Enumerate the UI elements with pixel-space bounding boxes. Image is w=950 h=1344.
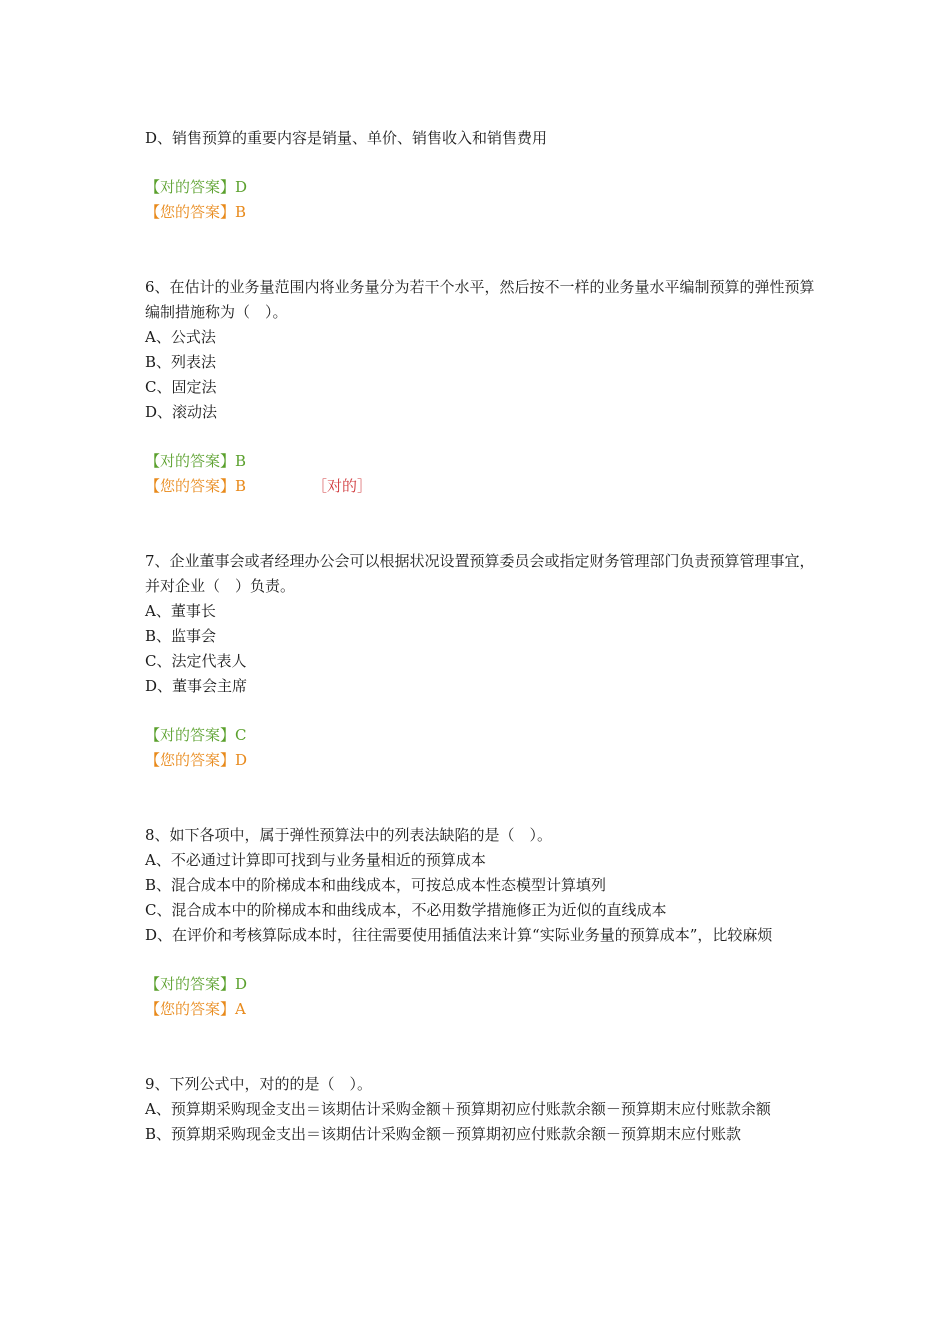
option-d: D、董事会主席 [145, 677, 248, 695]
question-stem: 7、企业董事会或者经理办公会可以根据状况设置预算委员会或指定财务管理部门负责预算管理事宜，并对企业（ ）负责。 [145, 552, 815, 595]
your-answer-value: A [235, 1000, 246, 1018]
document-page [145, 126, 825, 1147]
your-answer-label: 【您的答案】 [145, 477, 236, 495]
your-answer-label: 【您的答案】 [145, 203, 236, 221]
correct-answer [145, 449, 825, 474]
your-answer-value: B [235, 203, 247, 221]
question-stem: 6、在估计的业务量范围内将业务量分为若干个水平，然后按不一样的业务量水平编制预算的弹性预算编制措施称为（ ）。 [145, 278, 815, 321]
option-a: A、董事长 [145, 602, 216, 620]
option-b: B、列表法 [145, 353, 217, 371]
your-answer [145, 748, 825, 773]
option-d: D、销售预算的重要内容是销量、单价、销售收入和销售费用 [145, 129, 548, 147]
your-answer-label: 【您的答案】 [145, 751, 236, 769]
option-c: C、法定代表人 [145, 652, 247, 670]
your-answer [145, 474, 825, 499]
option-d: D、滚动法 [145, 403, 218, 421]
your-answer [145, 997, 825, 1022]
option-b: B、监事会 [145, 627, 217, 645]
question-8 [145, 823, 825, 1022]
option-d: D、在评价和考核算际成本时，往往需要使用插值法来计算“实际业务量的预算成本”，比较麻烦 [145, 926, 773, 944]
your-answer-label: 【您的答案】 [145, 1000, 236, 1018]
your-answer-value: B [235, 477, 247, 495]
correct-answer [145, 723, 825, 748]
correct-answer-value: D [235, 975, 248, 993]
option-b: B、混合成本中的阶梯成本和曲线成本，可按总成本性态模型计算填列 [145, 876, 607, 894]
question-stem: 9、下列公式中，对的的是（ ）。 [145, 1075, 373, 1093]
correct-answer-label: 【对的答案】 [145, 975, 236, 993]
correct-answer-value: D [235, 178, 248, 196]
correct-answer-label: 【对的答案】 [145, 726, 236, 744]
your-answer [145, 200, 825, 225]
option-c: C、固定法 [145, 378, 217, 396]
your-answer-value: D [235, 751, 248, 769]
option-c: C、混合成本中的阶梯成本和曲线成本，不必用数学措施修正为近似的直线成本 [145, 901, 667, 919]
question-7 [145, 549, 825, 773]
previous-question [145, 126, 825, 225]
correct-answer-label: 【对的答案】 [145, 178, 236, 196]
correct-answer [145, 175, 825, 200]
question-6 [145, 275, 825, 499]
option-a: A、不必通过计算即可找到与业务量相近的预算成本 [145, 851, 486, 869]
correct-answer-value: C [235, 726, 247, 744]
question-stem: 8、如下各项中，属于弹性预算法中的列表法缺陷的是（ ）。 [145, 826, 553, 844]
option-a: A、公式法 [145, 328, 216, 346]
question-9 [145, 1072, 825, 1147]
correct-answer [145, 972, 825, 997]
option-a: A、预算期采购现金支出＝该期估计采购金额＋预算期初应付账款余额－预算期末应付账款余额 [145, 1100, 771, 1118]
correct-answer-value: B [235, 452, 247, 470]
correct-answer-label: 【对的答案】 [145, 452, 236, 470]
option-b: B、预算期采购现金支出＝该期估计采购金额－预算期初应付账款余额－预算期末应付账款 [145, 1125, 742, 1143]
verdict-badge: ［对的］ [312, 477, 373, 495]
